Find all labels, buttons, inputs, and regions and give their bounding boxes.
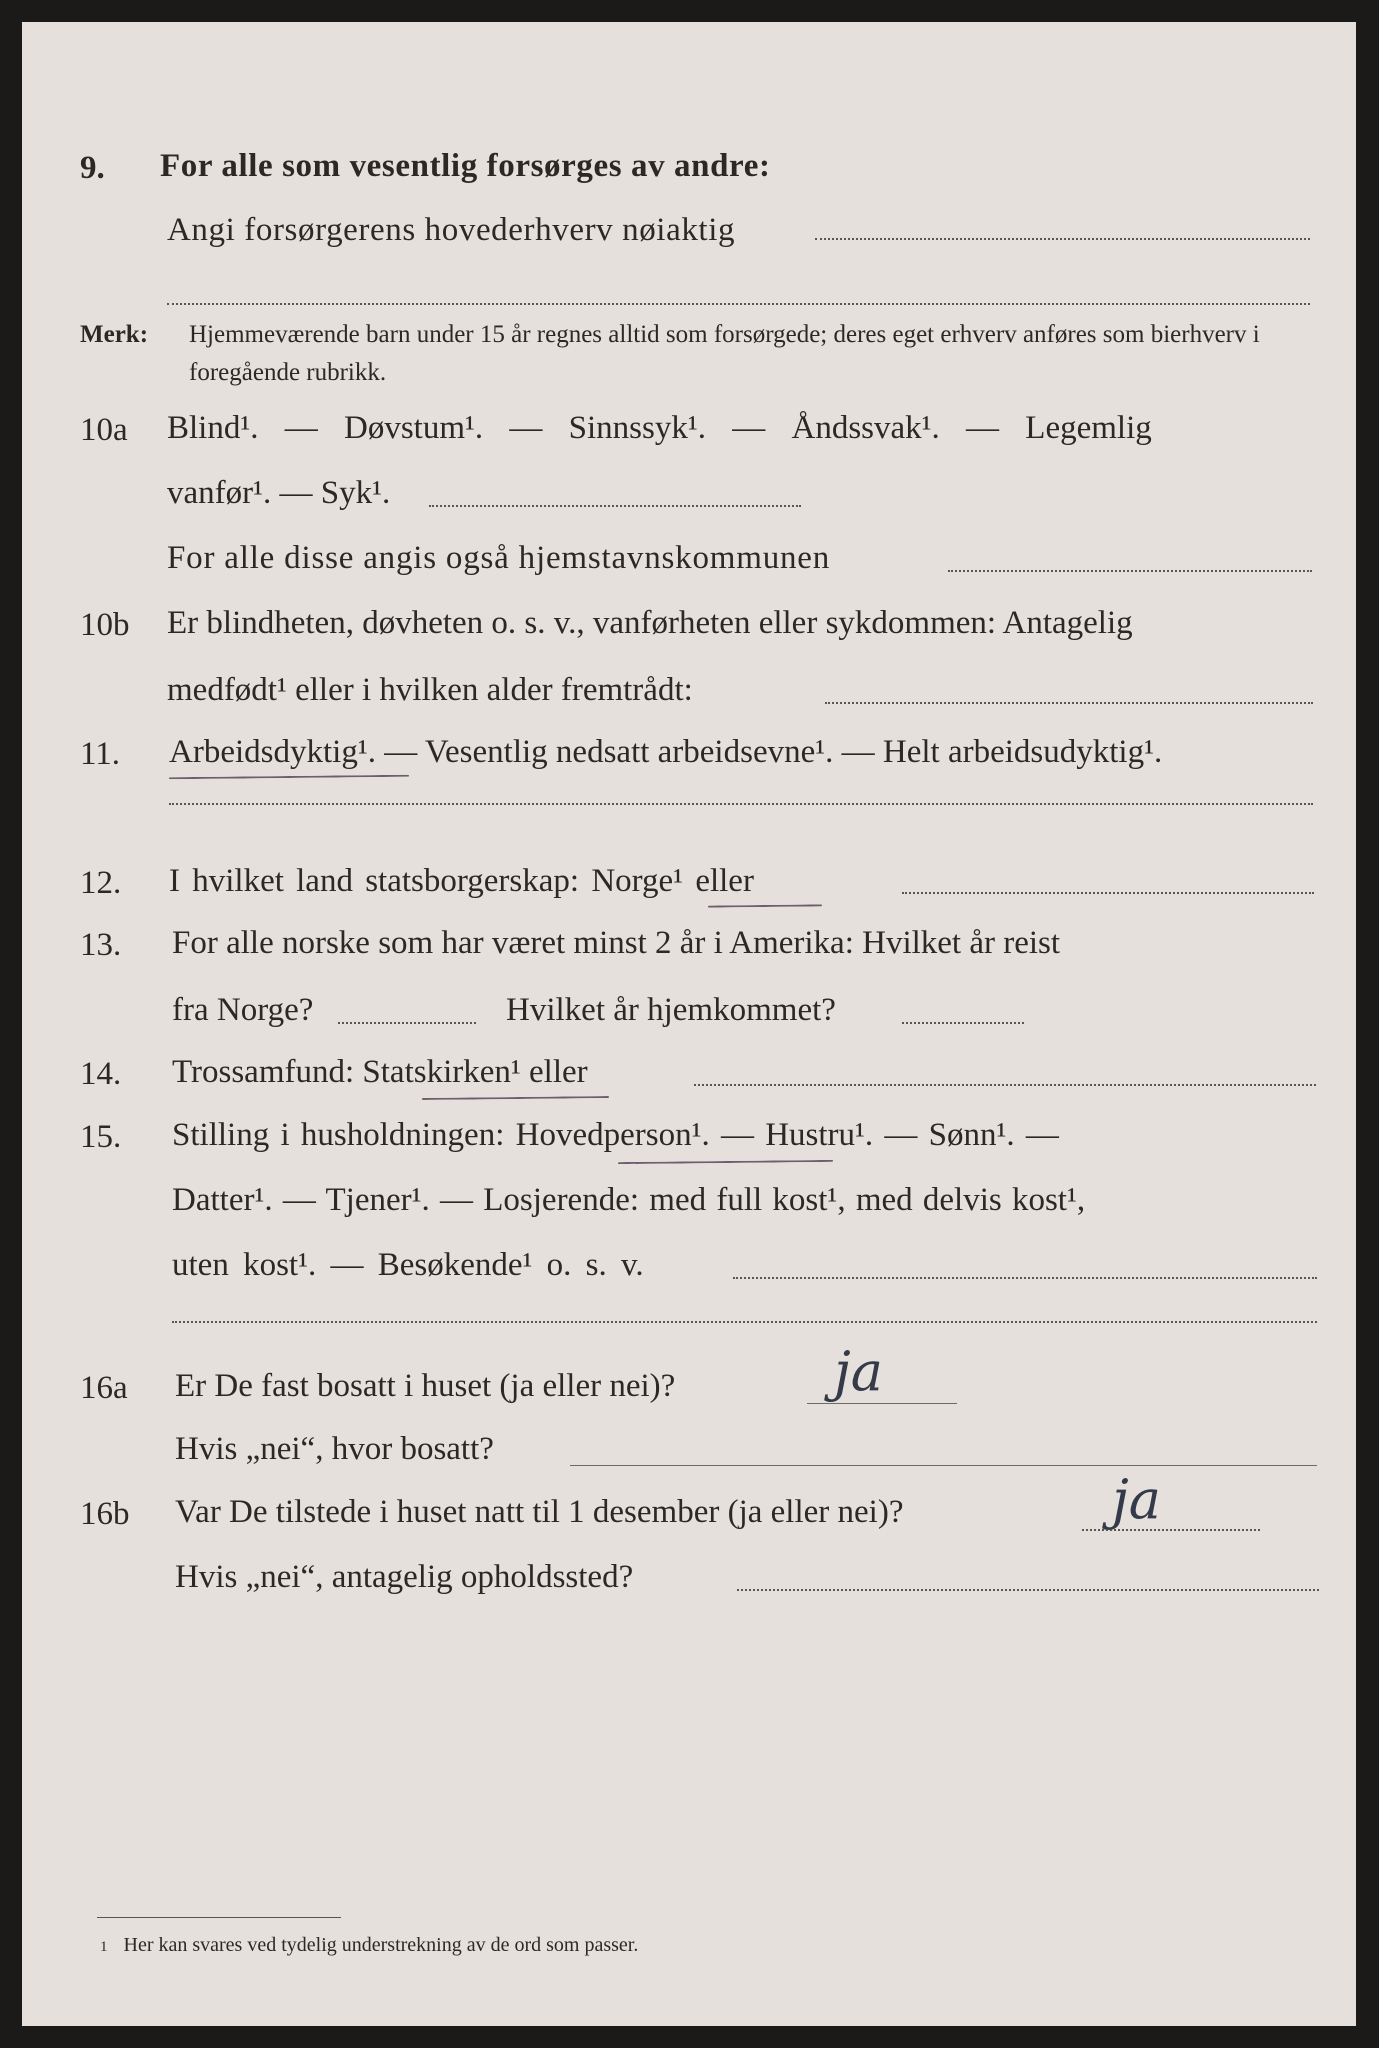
q10a-line2: vanfør¹. — Syk¹.: [167, 475, 391, 511]
q11-answer-line[interactable]: [169, 803, 1313, 805]
q16b-handwritten-answer: ja: [1112, 1468, 1161, 1531]
q9-number: 9.: [80, 150, 105, 186]
q16b-answer-line[interactable]: [1082, 1529, 1260, 1531]
q16a-line1: Er De fast bosatt i huset (ja eller nei)?: [175, 1368, 676, 1404]
q16b-line1: Var De tilstede i huset natt til 1 desember (ja eller nei)?: [175, 1494, 904, 1530]
q14-statskirken-underline: [422, 1096, 609, 1100]
footnote-text: Her kan svares ved tydelig understrekning av de ord som passer.: [123, 1934, 639, 1956]
q11-line1: Arbeidsdyktig¹. — Vesentlig nedsatt arbeidsevne¹. — Helt arbeidsudyktig¹.: [169, 734, 1163, 770]
footnote: [100, 1934, 638, 1957]
q16a-number: 16a: [80, 1370, 128, 1406]
q13-line2a: fra Norge?: [172, 992, 314, 1028]
merk-label: Merk:: [80, 321, 149, 348]
q15-answer-line-2[interactable]: [172, 1321, 1317, 1323]
q16b-opholdssted-line[interactable]: [737, 1589, 1319, 1591]
q15-answer-line[interactable]: [733, 1277, 1317, 1279]
q16a-line2: Hvis „nei“, hvor bosatt?: [175, 1431, 494, 1467]
q10a-syk-line[interactable]: [429, 505, 801, 507]
q16a-bosatt-line[interactable]: [570, 1465, 1317, 1466]
q16b-number: 16b: [80, 1496, 130, 1532]
q10a-kommune-line[interactable]: [948, 570, 1312, 572]
q15-line1: Stilling i husholdningen: Hovedperson¹. — Hustru¹. — Sønn¹. —: [172, 1117, 1059, 1153]
q10a-line3: For alle disse angis også hjemstavnskommunen: [167, 540, 831, 576]
q12-norge-underline: [708, 904, 822, 907]
footnote-mark: 1: [100, 1939, 108, 1955]
q9-answer-line-2[interactable]: [167, 303, 1310, 305]
q14-answer-line[interactable]: [694, 1084, 1316, 1086]
footnote-rule: [97, 1917, 341, 1918]
q10a-line1: Blind¹. — Døvstum¹. — Sinnssyk¹. — Åndssvak¹. — Legemlig: [167, 410, 1152, 446]
q11-arbeidsdyktig-underline: [169, 775, 409, 780]
q13-number: 13.: [80, 927, 122, 963]
q11-number: 11.: [80, 736, 121, 772]
q13-reist-line[interactable]: [338, 1022, 476, 1024]
q15-number: 15.: [80, 1119, 122, 1155]
q15-hovedperson-underline: [618, 1160, 833, 1164]
q16a-answer-line[interactable]: [807, 1403, 957, 1404]
q13-line2b: Hvilket år hjemkommet?: [506, 992, 836, 1028]
q16a-handwritten-answer: ja: [834, 1340, 883, 1403]
q9-line2: Angi forsørgerens hovederhverv nøiaktig: [167, 212, 736, 248]
q10b-number: 10b: [80, 607, 130, 643]
q10b-line1: Er blindheten, døvheten o. s. v., vanførheten eller sykdommen: Antagelig: [167, 605, 1133, 641]
q12-answer-line[interactable]: [902, 892, 1314, 894]
q15-line3: uten kost¹. — Besøkende¹ o. s. v.: [172, 1247, 644, 1283]
q12-number: 12.: [80, 865, 122, 901]
q10b-line2: medfødt¹ eller i hvilken alder fremtrådt:: [167, 672, 693, 708]
q10a-number: 10a: [80, 412, 128, 448]
q14-line1: Trossamfund: Statskirken¹ eller: [172, 1054, 588, 1090]
q14-number: 14.: [80, 1056, 122, 1092]
q16b-line2: Hvis „nei“, antagelig opholdssted?: [175, 1559, 634, 1595]
q12-line1: I hvilket land statsborgerskap: Norge¹ eller: [169, 863, 754, 899]
q15-line2: Datter¹. — Tjener¹. — Losjerende: med full kost¹, med delvis kost¹,: [172, 1182, 1086, 1218]
q10b-answer-line[interactable]: [825, 702, 1313, 704]
q13-line1: For alle norske som har været minst 2 år i Amerika: Hvilket år reist: [172, 925, 1061, 961]
q13-hjemkommet-line[interactable]: [902, 1022, 1024, 1024]
census-form-page: [22, 22, 1356, 2026]
q9-title: For alle som vesentlig forsørges av andre:: [160, 148, 771, 184]
q9-answer-line[interactable]: [815, 238, 1310, 240]
merk-text: Hjemmeværende barn under 15 år regnes alltid som forsørgede; deres eget erhverv anføres som bierhverv i foregående rubrikk.: [189, 321, 1260, 386]
